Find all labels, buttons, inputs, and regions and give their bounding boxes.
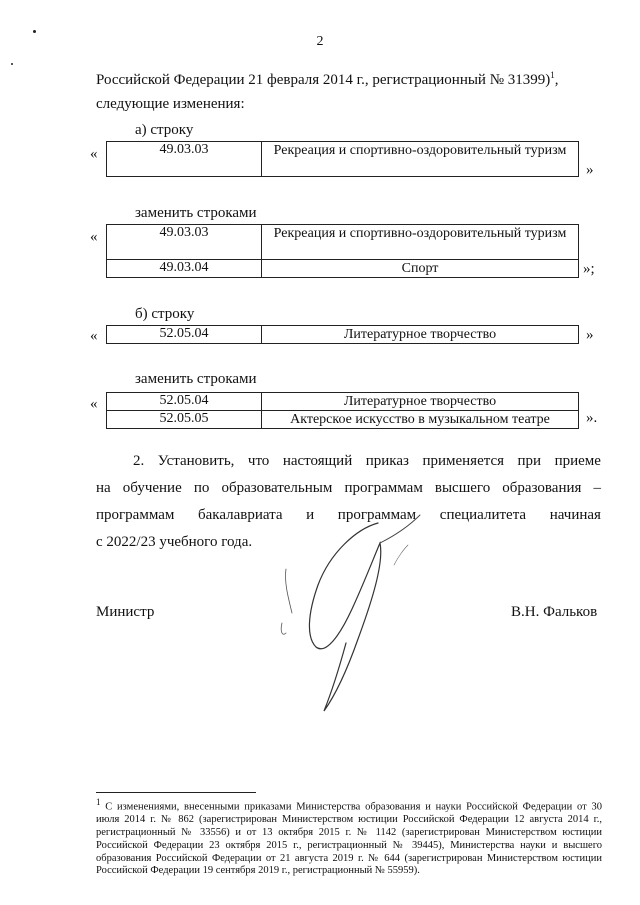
row-code: 52.05.04: [107, 393, 262, 411]
word: при: [517, 453, 542, 469]
table-a-replacement: [106, 224, 579, 278]
row-name: Литературное творчество: [262, 393, 579, 411]
intro-line-2: следующие изменения:: [96, 96, 245, 112]
word: программам: [337, 507, 417, 523]
word: настоящий: [282, 453, 353, 469]
word: специалитета: [439, 507, 527, 523]
table-b-original: [106, 325, 579, 344]
row-name: Спорт: [262, 260, 579, 278]
table-row: [107, 326, 579, 344]
word: Установить,: [157, 453, 235, 469]
row-code: 49.03.03: [107, 142, 262, 177]
section-b-label: б) строку: [135, 306, 195, 322]
word: по: [193, 480, 210, 496]
word: приеме: [554, 453, 601, 469]
row-name: Рекреация и спортивно-оздоровительный туризм: [262, 225, 579, 260]
quote-open: «: [90, 396, 98, 412]
word: образовательным: [221, 480, 333, 496]
footnote-text: С изменениями, внесенными приказами Министерства образования и науки Российской Федерации от 30 июля 2014 г. № 862 (зарегистрирован Министерством юстиции Российской Федерации 12 августа 2014 г., регистрационный № 33556) и от 13 октября 2015 г. № 1142 (зарегистрирован Министерством юстиции Российской Федерации 23 октября 2015 г., регистрационный № 39445), Министерства науки и высшего образования Российской Федерации от 21 августа 2019 г. № 644 (зарегистрирован Министерством юстиции Российской Федерации 19 сентября 2019 г., регистрационный № 55959).: [96, 801, 603, 877]
word: обучение: [122, 480, 182, 496]
row-name: Литературное творчество: [262, 326, 579, 344]
word: программам: [96, 507, 175, 523]
word: и: [306, 507, 315, 523]
table-row: [107, 393, 579, 411]
table-b-replacement: [106, 392, 579, 429]
item2-line-2: [96, 480, 601, 497]
scan-speck: [33, 30, 36, 33]
word: применяется: [422, 453, 505, 469]
item2-line-4: с 2022/23 учебного года.: [96, 534, 253, 550]
quote-close: ».: [586, 410, 598, 426]
row-code: 52.05.04: [107, 326, 262, 344]
footnote-reference: 1: [550, 70, 555, 80]
word: бакалавриата: [197, 507, 283, 523]
row-code: 52.05.05: [107, 411, 262, 429]
row-code: 49.03.04: [107, 260, 262, 278]
quote-close: »: [586, 162, 594, 178]
row-name: Актерское искусство в музыкальном театре: [262, 411, 579, 429]
section-a-label: а) строку: [135, 122, 194, 138]
page-number: 2: [316, 34, 324, 49]
word: программам: [344, 480, 423, 496]
quote-open: «: [90, 146, 98, 162]
table-row: [107, 411, 579, 429]
intro-line-1: Российской Федерации 21 февраля 2014 г., регистрационный № 31399)$^1$,: [96, 70, 559, 88]
table-a-original: [106, 141, 579, 177]
section-a-replace-label: заменить строками: [135, 205, 257, 221]
word: высшего: [434, 480, 491, 496]
table-row: [107, 260, 579, 278]
quote-close: »: [586, 327, 594, 343]
row-code: 49.03.03: [107, 225, 262, 260]
signatory-name: В.Н. Фальков: [511, 604, 598, 620]
word: образования: [502, 480, 582, 496]
row-name: Рекреация и спортивно-оздоровительный туризм: [262, 142, 579, 177]
handwritten-signature: [260, 505, 440, 725]
footnote-mark: 1: [96, 797, 101, 807]
word: 2.: [133, 453, 145, 469]
word: на: [96, 480, 111, 496]
word: приказ: [365, 453, 409, 469]
section-b-replace-label: заменить строками: [135, 371, 257, 387]
footnote: [96, 796, 602, 878]
table-row: [107, 225, 579, 260]
scan-speck: [11, 63, 13, 65]
word: что: [247, 453, 270, 469]
word: –: [593, 480, 601, 496]
word: начиная: [549, 507, 601, 523]
table-row: [107, 142, 579, 177]
quote-open: «: [90, 328, 98, 344]
footnote-divider: [96, 792, 256, 793]
signatory-position: Министр: [96, 604, 155, 620]
item2-line-1: [133, 453, 601, 470]
quote-close: »;: [583, 261, 595, 277]
quote-open: «: [90, 229, 98, 245]
